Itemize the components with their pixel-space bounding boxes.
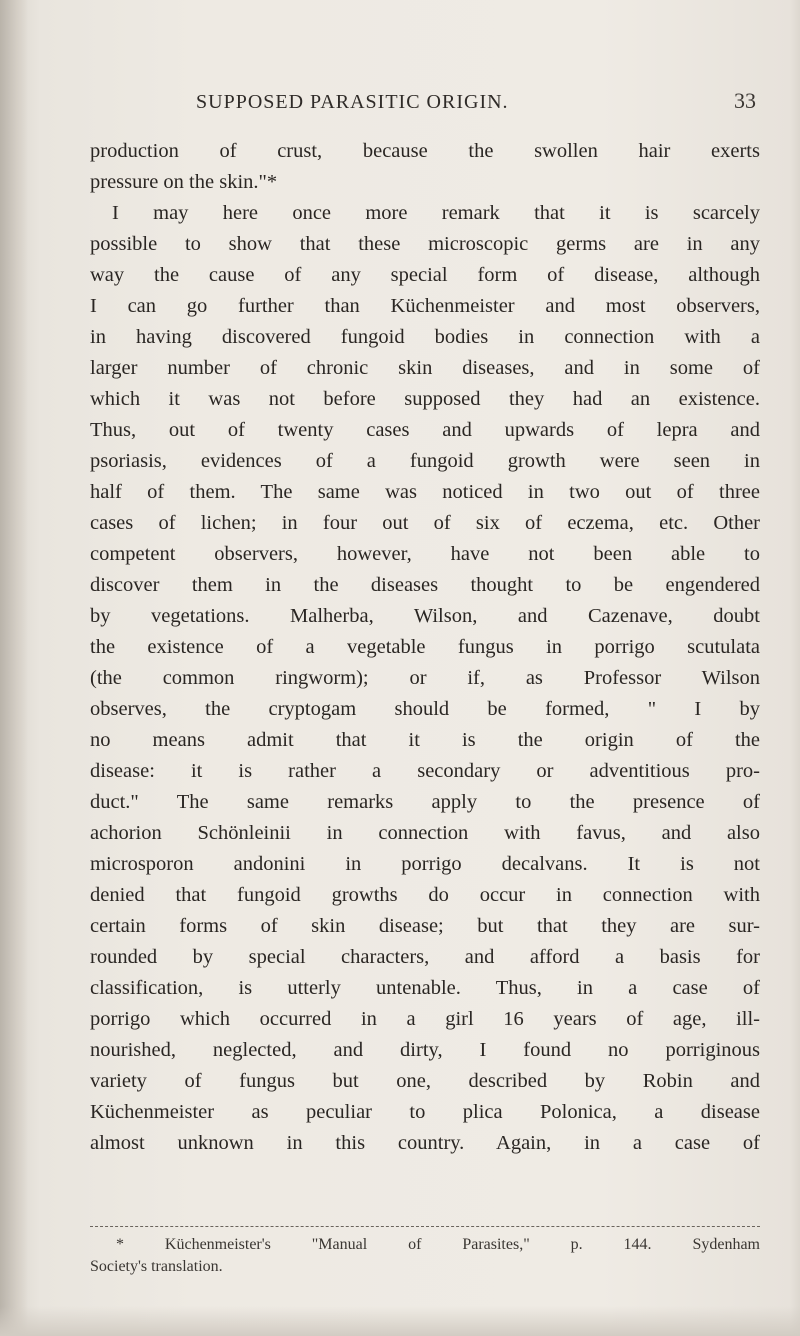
text-line: porrigo which occurred in a girl 16 years of age, ill-: [90, 1008, 760, 1030]
text-line: pressure on the skin."*: [90, 171, 278, 193]
text-line: I may here once more remark that it is scarcely: [112, 202, 760, 224]
page-bottom-edge: [0, 1306, 800, 1336]
text-line: certain forms of skin disease; but that they are sur-: [90, 915, 760, 937]
text-line: psoriasis, evidences of a fungoid growth were seen in: [90, 450, 760, 472]
page-header: [196, 88, 756, 116]
text-line: way the cause of any special form of disease, although: [90, 264, 760, 286]
text-line: production of crust, because the swollen hair exerts: [90, 140, 760, 162]
running-head: SUPPOSED PARASITIC ORIGIN.: [196, 91, 509, 113]
text-line: rounded by special characters, and afford a basis for: [90, 946, 760, 968]
text-line: almost unknown in this country. Again, in a case of: [90, 1132, 760, 1154]
text-line: half of them. The same was noticed in two out of three: [90, 481, 760, 503]
footnote-line: * Küchenmeister's "Manual of Parasites," p. 144. Sydenham: [116, 1236, 760, 1253]
text-line: discover them in the diseases thought to be engendered: [90, 574, 760, 596]
footnote-line: Society's translation.: [90, 1258, 223, 1275]
text-line: Küchenmeister as peculiar to plica Polonica, a disease: [90, 1101, 760, 1123]
text-line: possible to show that these microscopic germs are in any: [90, 233, 760, 255]
text-line: larger number of chronic skin diseases, and in some of: [90, 357, 760, 379]
text-line: duct." The same remarks apply to the presence of: [90, 791, 760, 813]
text-line: in having discovered fungoid bodies in connection with a: [90, 326, 760, 348]
text-line: disease: it is rather a secondary or adventitious pro-: [90, 760, 760, 782]
text-line: by vegetations. Malherba, Wilson, and Cazenave, doubt: [90, 605, 760, 627]
text-line: observes, the cryptogam should be formed, " I by: [90, 698, 760, 720]
text-line: no means admit that it is the origin of the: [90, 729, 760, 751]
text-line: nourished, neglected, and dirty, I found no porriginous: [90, 1039, 760, 1061]
text-line: denied that fungoid growths do occur in connection with: [90, 884, 760, 906]
footnote-divider: [90, 1226, 760, 1227]
text-line: variety of fungus but one, described by Robin and: [90, 1070, 760, 1092]
text-line: which it was not before supposed they had an existence.: [90, 388, 760, 410]
text-line: the existence of a vegetable fungus in porrigo scutulata: [90, 636, 760, 658]
page-number: 33: [734, 88, 756, 113]
binding-gutter-shadow: [0, 0, 28, 1336]
footnote: [90, 1234, 760, 1278]
text-line: Thus, out of twenty cases and upwards of lepra and: [90, 419, 760, 441]
text-line: competent observers, however, have not been able to: [90, 543, 760, 565]
text-line: I can go further than Küchenmeister and most observers,: [90, 295, 760, 317]
text-line: achorion Schönleinii in connection with favus, and also: [90, 822, 760, 844]
body-text: [90, 136, 760, 1159]
text-line: microsporon andonini in porrigo decalvans. It is not: [90, 853, 760, 875]
text-line: (the common ringworm); or if, as Professor Wilson: [90, 667, 760, 689]
text-line: cases of lichen; in four out of six of eczema, etc. Other: [90, 512, 760, 534]
text-line: classification, is utterly untenable. Thus, in a case of: [90, 977, 760, 999]
